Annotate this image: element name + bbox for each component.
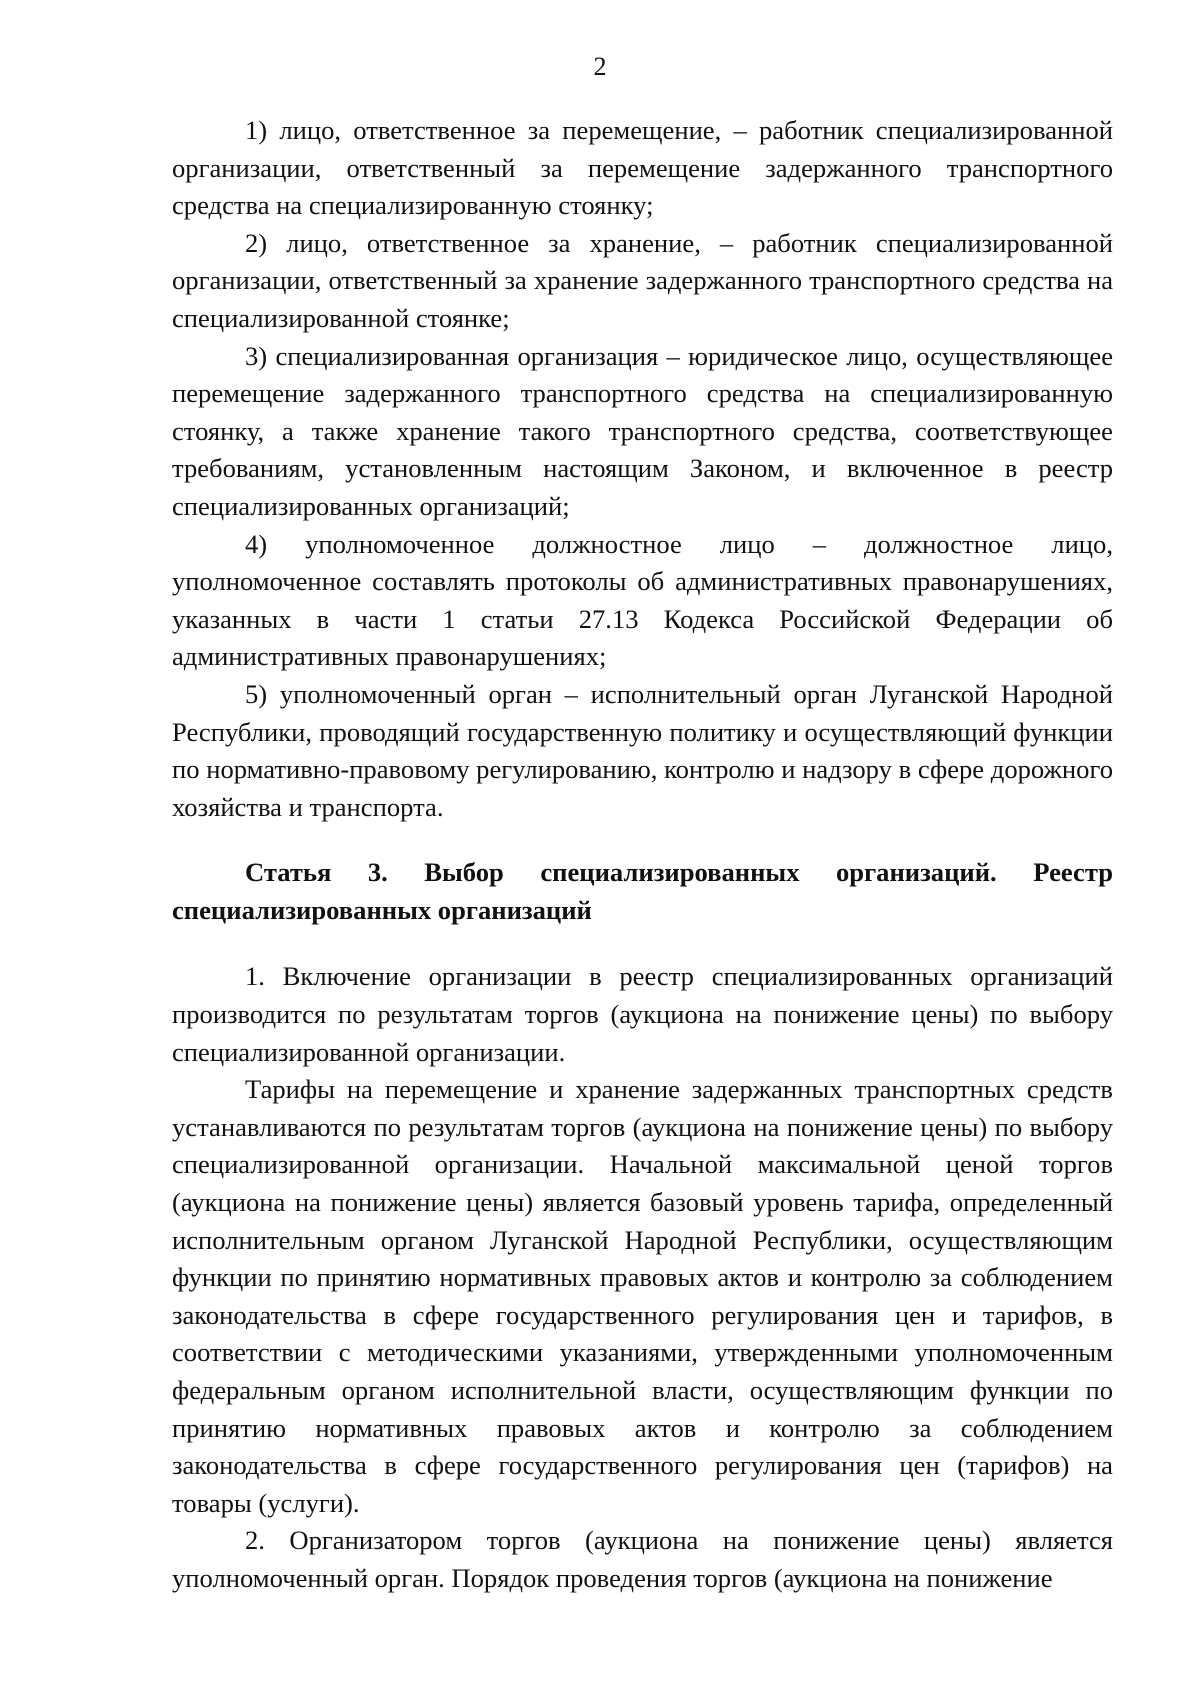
definition-item-5: 5) уполномоченный орган – исполнительный орган Луганской Народной Республики, проводящий государственную политику и осуществляющий функции по нормативно-правовому регулированию, контролю и надзору в сфере дорожного хозяйства и транспорта. [172,678,1113,822]
definition-item-2: 2) лицо, ответственное за хранение, – работник специализированной организации, ответственный за хранение задержанного транспортного средства на специализированной стоянке; [172,227,1113,333]
definition-item-3: 3) специализированная организация – юридическое лицо, осуществляющее перемещение задержанного транспортного средства на специализированную стоянку, а также хранение такого транспортного средства, соответствующее требованиям, установленным настоящим Законом, и включенное в реестр специализированных организаций; [172,340,1113,521]
definition-item-1: 1) лицо, ответственное за перемещение, – работник специализированной организации, ответственный за перемещение задержанного транспортного средства на специализированную стоянку; [172,115,1113,221]
article-paragraph-3: 2. Организатором торгов (аукциона на понижение цены) является уполномоченный орган. Порядок проведения торгов (аукциона на понижение [172,1525,1113,1593]
document-body [172,112,1113,1598]
definition-item-4: 4) уполномоченное должностное лицо – должностное лицо, уполномоченное составлять протоколы об административных правонарушениях, указанных в части 1 статьи 27.13 Кодекса Российской Федерации об административных правонарушениях; [172,528,1113,672]
article-paragraph-2: Тарифы на перемещение и хранение задержанных транспортных средств устанавливаются по результатам торгов (аукциона на понижение цены) по выбору специализированной организации. Начальной максимальной ценой торгов (аукциона на понижение цены) является базовый уровень тарифа, определенный исполнительным органом Луганской Народной Республики, осуществляющим функции по принятию нормативных правовых актов и контролю за соблюдением законодательства в сфере государственного регулирования цен и тарифов, в соответствии с методическими указаниями, утвержденными уполномоченным федеральным органом исполнительной власти, осуществляющим функции по принятию нормативных правовых актов и контролю за соблюдением законодательства в сфере государственного регулирования цен (тарифов) на товары (услуги). [172,1074,1113,1518]
article-heading: Статья 3. Выбор специализированных организаций. Реестр специализированных организаций [172,857,1113,925]
page-number: 2 [593,52,607,81]
article-paragraph-1: 1. Включение организации в реестр специализированных организаций производится по результатам торгов (аукциона на понижение цены) по выбору специализированной организации. [172,961,1113,1067]
